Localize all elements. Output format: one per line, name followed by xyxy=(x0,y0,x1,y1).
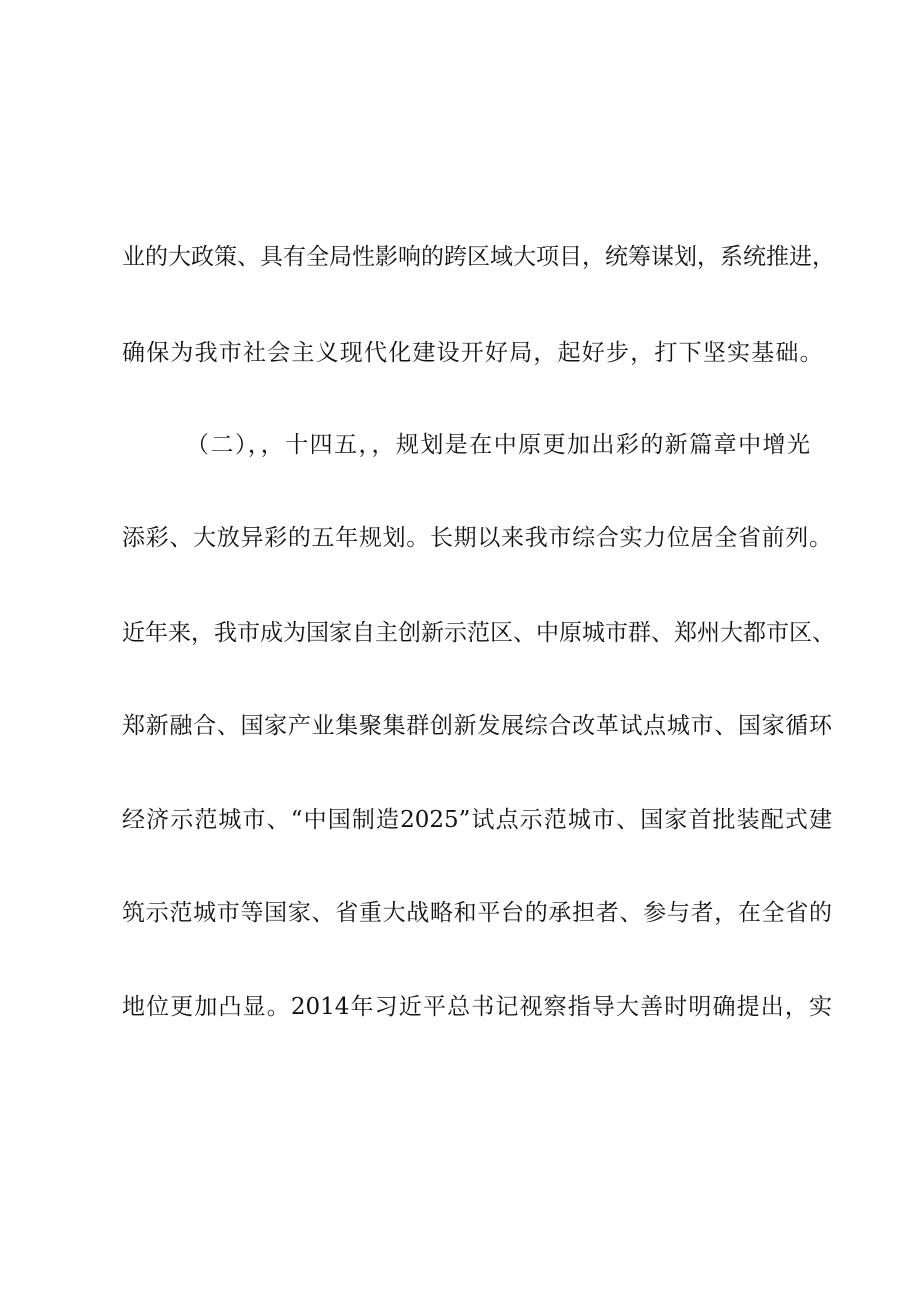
text-line-2: 确保为我市社会主义现代化建设开好局，起好步，打下坚实基础。 xyxy=(122,340,824,366)
text-line-6: 郑新融合、国家产业集聚集群创新发展综合改革试点城市、国家循环 xyxy=(122,713,832,739)
text-line-7: 经济示范城市、“中国制造2025”试点示范城市、国家首批装配式建 xyxy=(122,807,832,833)
text-line-8: 筑示范城市等国家、省重大战略和平台的承担者、参与者，在全省的 xyxy=(122,900,832,926)
text-line-4: 添彩、大放异彩的五年规划。长期以来我市综合实力位居全省前列。 xyxy=(122,525,832,551)
text-line-9: 地位更加凸显。2014年习近平总书记视察指导大善时明确提出，实 xyxy=(122,994,832,1020)
text-line-3: （二），，十四五，，规划是在中原更加出彩的新篇章中增光 xyxy=(186,432,810,458)
text-line-5: 近年来，我市成为国家自主创新示范区、中原城市群、郑州大都市区、 xyxy=(122,620,835,646)
text-line-1: 业的大政策、具有全局性影响的跨区域大项目，统筹谋划，系统推进， xyxy=(122,244,835,270)
